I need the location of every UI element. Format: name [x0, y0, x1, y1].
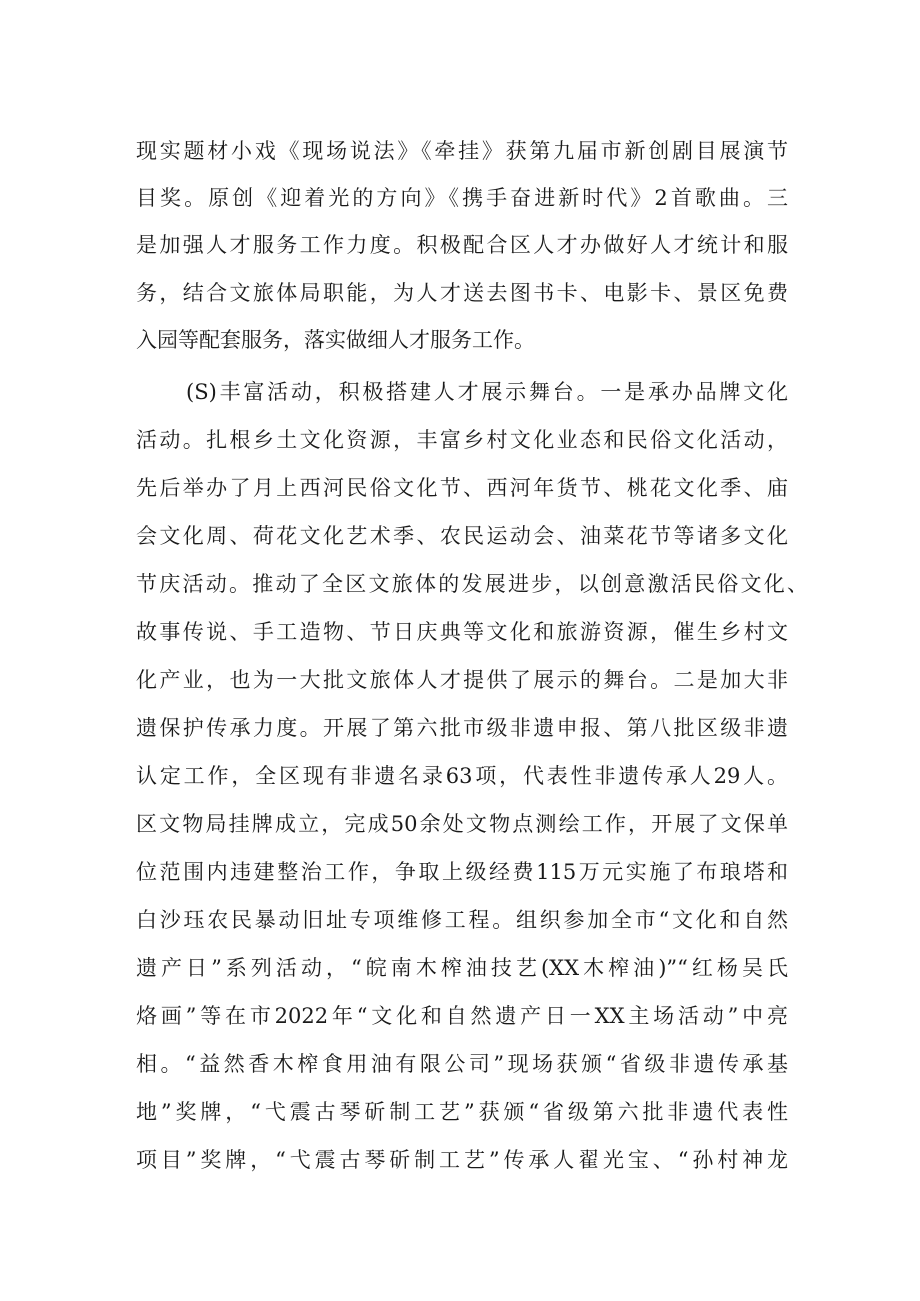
paragraph-line: 现实题材小戏《现场说法》《牵挂》获第九届市新创剧目展演节: [136, 139, 788, 163]
paragraph-line: 目奖。原创《迎着光的方向》《携手奋进新时代》2首歌曲。三: [136, 186, 788, 210]
paragraph-line: 区文物局挂牌成立，完成50余处文物点测绘工作，开展了文保单: [136, 812, 788, 836]
paragraph-line: 活动。扎根乡土文化资源，丰富乡村文化业态和民俗文化活动，: [136, 428, 788, 452]
paragraph-line: 遗保护传承力度。开展了第六批市级非遗申报、第八批区级非遗: [136, 716, 788, 740]
paragraph-line: 位范围内违建整治工作，争取上级经费115万元实施了布琅塔和: [136, 860, 788, 884]
paragraph-line: 遗产日”系列活动，“皖南木榨油技艺(XX木榨油)”“红杨吴氏: [136, 956, 788, 980]
paragraph-line: 是加强人才服务工作力度。积极配合区人才办做好人才统计和服: [136, 233, 788, 257]
paragraph-line: 白沙珏农民暴动旧址专项维修工程。组织参加全市“文化和自然: [136, 908, 788, 932]
paragraph-line: 会文化周、荷花文化艺术季、农民运动会、油菜花节等诸多文化: [136, 524, 788, 548]
section-heading-line: (S)丰富活动，积极搭建人才展示舞台。一是承办品牌文化: [186, 380, 788, 404]
paragraph-line: 相。“益然香木榨食用油有限公司”现场获颁“省级非遗传承基: [136, 1052, 788, 1076]
paragraph-line: 故事传说、手工造物、节日庆典等文化和旅游资源，催生乡村文: [136, 620, 788, 644]
paragraph-line: 项目”奖牌，“弋震古琴斫制工艺”传承人翟光宝、“孙村神龙: [136, 1148, 788, 1172]
paragraph-line: 先后举办了月上西河民俗文化节、西河年货节、桃花文化季、庙: [136, 476, 788, 500]
paragraph-line: 地”奖牌，“弋震古琴斫制工艺”获颁“省级第六批非遗代表性: [136, 1100, 788, 1124]
paragraph-line: 节庆活动。推动了全区文旅体的发展进步，以创意激活民俗文化、: [136, 572, 808, 596]
paragraph-line: 认定工作，全区现有非遗名录63项，代表性非遗传承人29人。: [136, 764, 788, 788]
paragraph-line: 化产业，也为一大批文旅体人才提供了展示的舞台。二是加大非: [136, 668, 788, 692]
paragraph-line: 务，结合文旅体局职能，为人才送去图书卡、电影卡、景区免费: [136, 281, 788, 305]
paragraph-line: 入园等配套服务，落实做细人才服务工作。: [136, 328, 535, 352]
paragraph-line: 烙画”等在市2022年“文化和自然遗产日一XX主场活动”中亮: [136, 1004, 788, 1028]
